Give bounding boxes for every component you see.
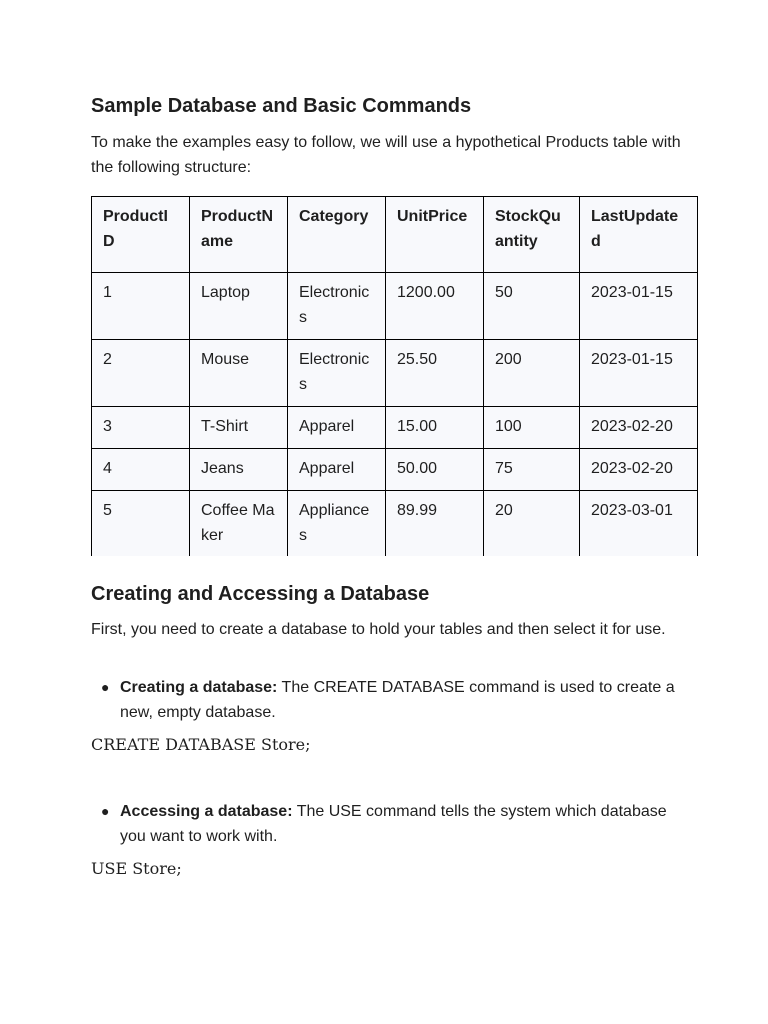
table-cell: 75 (484, 449, 580, 491)
table-row (92, 491, 698, 557)
table-cell: Electronics (288, 273, 386, 340)
table-cell: 1200.00 (386, 273, 484, 340)
table-row (92, 407, 698, 449)
list-item-text (120, 799, 680, 849)
column-header-productid: ProductID (92, 197, 190, 273)
bullet-icon: ● (101, 803, 110, 819)
table-cell: 2023-02-20 (580, 449, 698, 491)
table-cell: 50 (484, 273, 580, 340)
table-row (92, 340, 698, 407)
column-header-category: Category (288, 197, 386, 273)
table-cell: 2023-02-20 (580, 407, 698, 449)
table-cell: Electronics (288, 340, 386, 407)
column-header-stockquantity: StockQuantity (484, 197, 580, 273)
list-item-label: Creating a database: (120, 679, 278, 696)
table-cell: 50.00 (386, 449, 484, 491)
code-snippet-use-store: USE Store; (91, 859, 182, 878)
section-intro-paragraph: First, you need to create a database to hold your tables and then select it for use. (91, 621, 666, 638)
products-table (91, 196, 698, 556)
list-item-label: Accessing a database: (120, 803, 293, 820)
table-cell: 5 (92, 491, 190, 557)
table-cell: Apparel (288, 407, 386, 449)
table-cell: 1 (92, 273, 190, 340)
table-cell: 2 (92, 340, 190, 407)
table-cell: 20 (484, 491, 580, 557)
table-cell: 89.99 (386, 491, 484, 557)
table-cell: 4 (92, 449, 190, 491)
list-item-text (120, 675, 680, 725)
table-cell: Apparel (288, 449, 386, 491)
table-cell: Jeans (190, 449, 288, 491)
intro-paragraph: To make the examples easy to follow, we will use a hypothetical Products table with the following structure: (91, 134, 681, 176)
table-row (92, 273, 698, 340)
table-row (92, 449, 698, 491)
table-cell: 200 (484, 340, 580, 407)
table-cell: 2023-01-15 (580, 340, 698, 407)
list-item-body: The CREATE DATABASE command is used to create a new, empty database. (120, 679, 675, 721)
table-header-row (92, 197, 698, 273)
section-heading-creating-database: Creating and Accessing a Database (91, 583, 430, 605)
code-snippet-create-database: CREATE DATABASE Store; (91, 735, 311, 754)
table-cell: 3 (92, 407, 190, 449)
table-cell: 100 (484, 407, 580, 449)
column-header-productname: ProductName (190, 197, 288, 273)
column-header-lastupdated: LastUpdated (580, 197, 698, 273)
table-cell: Coffee Maker (190, 491, 288, 557)
list-item-body: The USE command tells the system which database you want to work with. (120, 803, 667, 845)
bullet-icon: ● (101, 679, 110, 695)
table-cell: 2023-01-15 (580, 273, 698, 340)
table-cell: 2023-03-01 (580, 491, 698, 557)
table-cell: 25.50 (386, 340, 484, 407)
table-cell: T-Shirt (190, 407, 288, 449)
table-cell: Mouse (190, 340, 288, 407)
column-header-unitprice: UnitPrice (386, 197, 484, 273)
section-heading-sample-database: Sample Database and Basic Commands (91, 95, 472, 117)
table-cell: 15.00 (386, 407, 484, 449)
table-cell: Appliances (288, 491, 386, 557)
table-cell: Laptop (190, 273, 288, 340)
